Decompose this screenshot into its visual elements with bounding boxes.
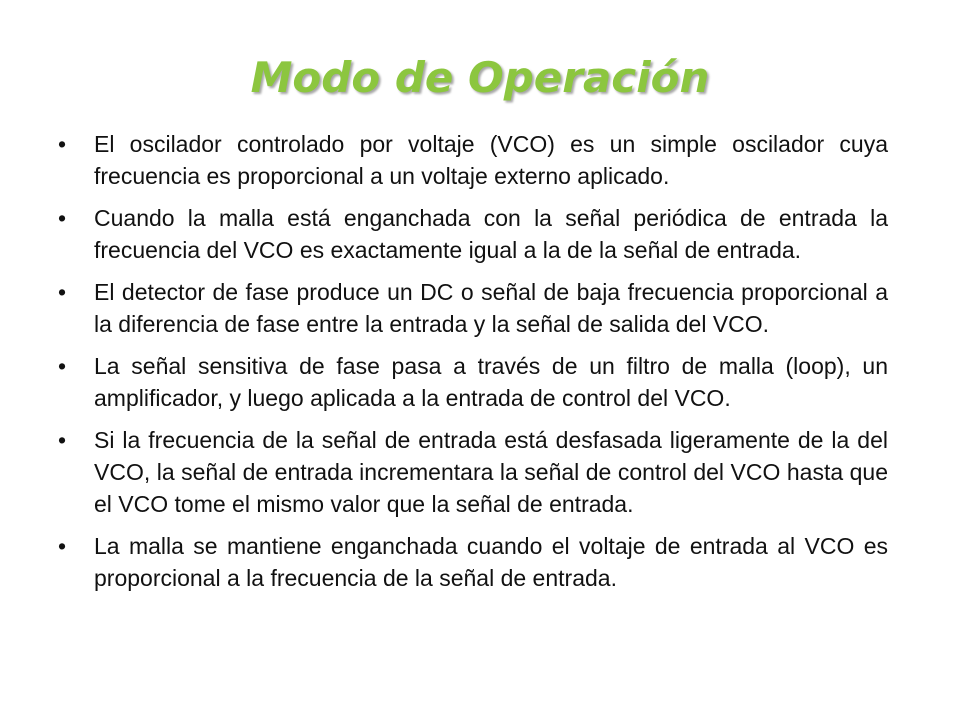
bullet-text: El oscilador controlado por voltaje (VCO) es un simple oscilador cuya frecuencia es proporcional a un voltaje externo aplicado. xyxy=(94,131,888,189)
bullet-dot-icon: • xyxy=(58,279,67,305)
bullet-item xyxy=(58,424,888,520)
bullet-text: El detector de fase produce un DC o señal de baja frecuencia proporcional a la diferencia de fase entre la entrada y la señal de salida del VCO. xyxy=(94,279,888,337)
bullet-dot-icon: • xyxy=(58,205,67,231)
bullet-item xyxy=(58,276,888,340)
bullet-text: La malla se mantiene enganchada cuando el voltaje de entrada al VCO es proporcional a la frecuencia de la señal de entrada. xyxy=(94,533,888,591)
bullet-item xyxy=(58,350,888,414)
bullet-text: La señal sensitiva de fase pasa a través de un filtro de malla (loop), un amplificador, y luego aplicada a la entrada de control del VCO. xyxy=(94,353,888,411)
bullet-item xyxy=(58,128,888,192)
bullet-text: Si la frecuencia de la señal de entrada está desfasada ligeramente de la del VCO, la señal de entrada incrementara la señal de control del VCO hasta que el VCO tome el mismo valor que la señal de entrada. xyxy=(94,427,888,517)
bullet-list xyxy=(58,128,888,604)
bullet-dot-icon: • xyxy=(58,533,67,559)
bullet-dot-icon: • xyxy=(58,353,67,379)
slide-title: Modo de Operación xyxy=(250,53,710,102)
bullet-dot-icon: • xyxy=(58,131,67,157)
bullet-dot-icon: • xyxy=(58,427,67,453)
bullet-item xyxy=(58,202,888,266)
bullet-item xyxy=(58,530,888,594)
bullet-text: Cuando la malla está enganchada con la señal periódica de entrada la frecuencia del VCO es exactamente igual a la de la señal de entrada. xyxy=(94,205,888,263)
